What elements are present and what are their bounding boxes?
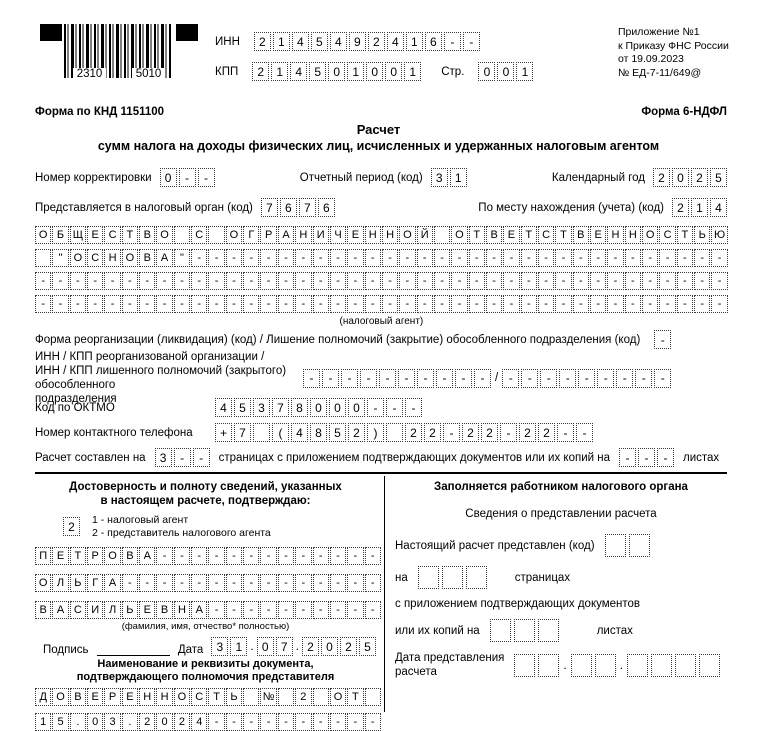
year-field[interactable]: 2 0 2 5	[653, 168, 727, 187]
inn-field[interactable]: 2 1 4 5 4 9 2 4 1 6 - -	[254, 32, 480, 51]
pages-count-field[interactable]: 3 - -	[155, 448, 210, 467]
signature-line[interactable]	[97, 642, 170, 656]
barcode-corner-right	[176, 24, 198, 41]
tax-authority-label: Представляется в налоговый орган (код)	[35, 201, 253, 214]
page-number-field[interactable]: 0 0 1	[478, 62, 533, 81]
agent-caption: (налоговый агент)	[339, 316, 424, 327]
year-label: Календарный год	[551, 171, 645, 184]
signer-code-field[interactable]: 2	[63, 517, 80, 536]
kpp-label: КПП	[215, 65, 239, 78]
form-name-label: Форма 6-НДФЛ	[641, 106, 727, 118]
section-divider	[35, 472, 727, 474]
attachment-sheets-field[interactable]: - - -	[619, 448, 674, 467]
inspector-sheets-label: листах	[596, 624, 633, 637]
signer-code-legend: 1 - налоговый агент 2 - представитель налогового агента	[92, 514, 271, 539]
form-barcode	[40, 24, 198, 80]
knd-code-label: Форма по КНД 1151100	[35, 106, 165, 118]
pages-label-middle: страницах с приложением подтверждающих документов или их копий на	[218, 451, 610, 464]
reorg-label: Форма реорганизации (ликвидация) (код) / Лишение полномочий (закрытие) обособленного подразделения (код)	[35, 333, 641, 346]
form-title: Расчет сумм налога на доходы физических лиц, исчисленных и удержанных налоговым агентом	[97, 122, 660, 153]
tax-authority-field[interactable]: 7 6 7 6	[261, 198, 335, 217]
correction-label: Номер корректировки	[35, 171, 152, 184]
fio-patronymic-row[interactable]: В А С И Л Ь Е В Н А - - - - - - - - - -	[35, 601, 376, 619]
period-field[interactable]: 3 1	[431, 168, 467, 187]
on-label: на	[395, 571, 408, 584]
location-code-field[interactable]: 2 1 4	[672, 198, 727, 217]
doc-date-row[interactable]: 1 5 . 0 3 . 2 0 2 4 - - - - - - - - - -	[35, 713, 376, 731]
barcode-corner-left	[40, 24, 62, 41]
barcode-number-left: 2310	[73, 68, 107, 80]
submission-info-subheader: Сведения о представлении расчета	[465, 508, 657, 520]
phone-field[interactable]: + 7 ( 4 8 5 2 ) 2 2 - 2 2 - 2 2 - -	[215, 423, 593, 442]
reorg-innkpp-label: ИНН / КПП реорганизованой организации / ИНН / КПП лишенного полномочий (закрытого) обособленного подразделения	[35, 351, 287, 405]
fio-caption: (фамилия, имя, отчество* полностью)	[121, 621, 290, 632]
oktmo-label: Код по ОКТМО	[35, 401, 115, 414]
agent-name-row-2[interactable]: " О С Н О В А " - - - - - - - - - - - - - - - - - - - - - - - - - - - - - - -	[35, 249, 728, 267]
agent-name-row-3[interactable]: - - - - - - - - - - - - - - - - - - - - - - - - - - - - - - - - - - - - - - - -	[35, 272, 728, 290]
inspector-pages-label: страницах	[514, 571, 571, 584]
agent-name-row-4[interactable]: - - - - - - - - - - - - - - - - - - - - - - - - - - - - - - - - - - - - - - - -	[35, 295, 728, 313]
period-label: Отчетный период (код)	[299, 171, 423, 184]
location-code-label: По месту нахождения (учета) (код)	[478, 201, 664, 214]
fio-name-row[interactable]: О Л Ь Г А - - - - - - - - - - - - - - -	[35, 574, 376, 592]
inspector-attachments-label: с приложением подтверждающих документов	[395, 598, 641, 610]
copies-label: или их копий на	[395, 624, 480, 637]
sign-date-label: Дата	[177, 644, 204, 656]
pages-label-before: Расчет составлен на	[35, 451, 146, 464]
reorg-code-field[interactable]: -	[654, 330, 671, 349]
oktmo-field[interactable]: 4 5 3 7 8 0 0 0 - - -	[215, 398, 422, 417]
signer-section	[35, 476, 385, 728]
submission-date-label: Дата представления расчета	[395, 652, 505, 678]
submitted-code-field[interactable]	[605, 534, 650, 557]
page-number-label: Стр.	[441, 65, 465, 78]
inn-label: ИНН	[215, 35, 240, 48]
submission-date-field[interactable]: . .	[514, 654, 720, 677]
inspector-copies-field[interactable]	[490, 619, 559, 642]
doc-name-row[interactable]: Д О В Е Р Е Н Н О С Т Ь № 2 О Т	[35, 688, 376, 706]
kpp-field[interactable]: 2 1 4 5 0 1 0 0 1	[252, 62, 421, 81]
inspector-section	[385, 476, 727, 712]
appendix-note: Приложение №1 к Приказу ФНС России от 19.09.2023 № ЕД-7-11/649@	[618, 26, 729, 79]
submitted-code-label: Настоящий расчет представлен (код)	[395, 539, 595, 552]
reorg-inn-field[interactable]: - - - - - - - - - -	[303, 369, 491, 388]
inspector-section-header: Заполняется работником налогового органа	[434, 481, 688, 493]
correction-field[interactable]: 0 - -	[160, 168, 215, 187]
barcode-number-right: 5010	[132, 68, 166, 80]
pages-label-after: листах	[683, 451, 720, 464]
inspector-pages-field[interactable]	[418, 566, 487, 589]
doc-caption: Наименование и реквизиты документа, подтверждающего полномочия представителя	[76, 658, 335, 683]
fio-surname-row[interactable]: П Е Т Р О В А - - - - - - - - - - - - -	[35, 547, 376, 565]
signature-label: Подпись	[43, 644, 89, 656]
reorg-kpp-field[interactable]: - - - - - - - - -	[502, 369, 671, 388]
innkpp-slash: /	[495, 372, 499, 384]
agent-name-row-1[interactable]: О Б Щ Е С Т В О С О Г Р А Н И Ч Е Н Н О Й О Т В Е Т С Т В Е Н Н О С Т Ь Ю	[35, 226, 728, 244]
signer-section-header: Достоверность и полноту сведений, указанных в настоящем расчете, подтверждаю:	[69, 481, 342, 507]
sign-date-field[interactable]: 3 1 . 0 7 . 2 0 2 5	[211, 637, 376, 656]
phone-label: Номер контактного телефона	[35, 426, 193, 439]
